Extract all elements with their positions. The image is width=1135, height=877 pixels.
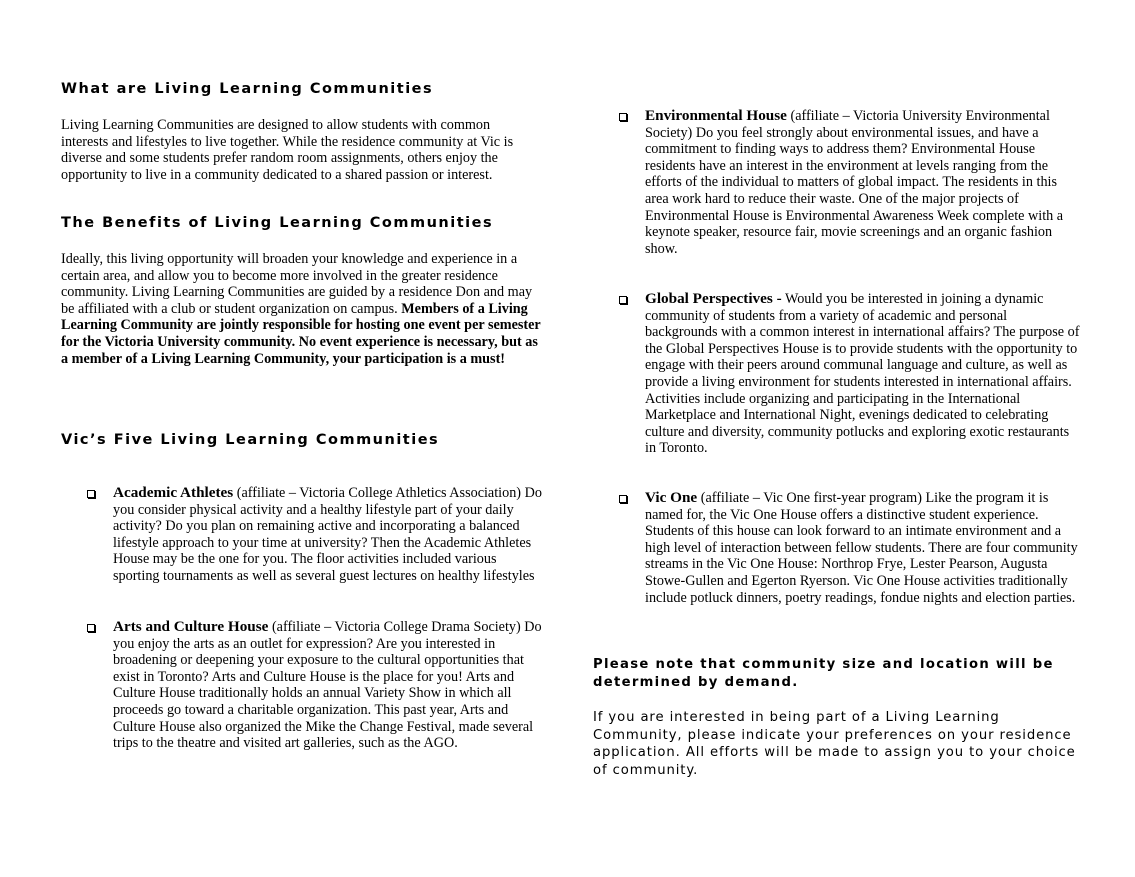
list-item-environmental bbox=[593, 108, 1083, 257]
community-name: Global Perspectives - bbox=[645, 290, 782, 307]
section-heading-five-communities: Vic’s Five Living Learning Communities bbox=[61, 432, 440, 448]
note-size-location: Please note that community size and location will be determined by demand. bbox=[593, 657, 1054, 690]
checkbox-bullet-icon bbox=[87, 624, 95, 632]
community-name: Environmental House bbox=[645, 107, 787, 124]
community-text bbox=[113, 619, 543, 752]
list-item-vic-one bbox=[593, 490, 1083, 606]
community-description: (affiliate – Victoria University Environmental Society) Do you feel strongly about environmental issues, and have a commitment to finding ways to address them? Environmental House residents have an interest in the environment at levels ranging from the efforts of the individual to matters of global impact. The residents in this area work hard to reduce their waste. One of the major projects of Environmental House is Environmental Awareness Week complete with a keynote speaker, resource fair, movie screenings and an organic fashion show. bbox=[645, 108, 1064, 257]
community-text bbox=[645, 291, 1080, 457]
intro-paragraph: Living Learning Communities are designed to allow students with common interests and lifestyles to live together. While the residence community at Vic is diverse and some students prefer random room assignments, others enjoy the opportunity to live in a community dedicated to a shared passion or interest. bbox=[61, 117, 514, 183]
community-description: Would you be interested in joining a dynamic community of students from a variety of academic and personal backgrounds with a common interest in international affairs? The purpose of the Global Perspectives House is to provide students with the opportunity to engage with their peers around communal language and culture, as well as provide a living environment for students interested in international affairs. Activities include organizing and participating in the International Marketplace and International Night, evenings dedicated to celebrating culture and diversity, community potlucks and exploring exotic restaurants in Toronto. bbox=[645, 291, 1080, 457]
checkbox-bullet-icon bbox=[87, 490, 95, 498]
benefits-text: Ideally, this living opportunity will broaden your knowledge and experience in a certain area, and allow you to become more involved in the greater residence community. Living Learning Communities are guided by a residence Don and may be affiliated with a club or student organization on campus. bbox=[61, 251, 533, 317]
list-item-arts-culture bbox=[61, 619, 543, 752]
benefits-paragraph bbox=[61, 251, 543, 367]
checkbox-bullet-icon bbox=[619, 296, 627, 304]
community-name: Vic One bbox=[645, 489, 698, 506]
community-description: (affiliate – Victoria College Athletics Association) Do you consider physical activity and a healthy lifestyle part of your daily activity? Do you plan on remaining active and incorporating a balanced lifestyle approach to your time at university? Then the Academic Athletes House may be the one for you. The floor activities included various sporting tournaments as well as several guest lectures on healthy lifestyles bbox=[113, 485, 542, 584]
section-heading-benefits: The Benefits of Living Learning Communities bbox=[61, 215, 494, 231]
list-item-academic-athletes bbox=[61, 485, 543, 585]
community-description: (affiliate – Vic One first-year program) Like the program it is named for, the Vic One House offers a distinctive student experience. Students of this house can look forward to an intimate environment and a high level of interaction between fellow students. There are four community streams in the Vic One House: Northrop Frye, Lester Pearson, Augusta Stowe-Gullen and Egerton Ryerson. Vic One House activities traditionally include potluck dinners, poetry readings, fondue nights and election parties. bbox=[645, 490, 1078, 606]
community-text bbox=[113, 485, 543, 585]
community-text bbox=[645, 490, 1080, 606]
checkbox-bullet-icon bbox=[619, 113, 627, 121]
benefits-bold-text: Members of a Living Learning Community are jointly responsible for hosting one event per semester for the Victoria University community. No event experience is necessary, but as a member of a Living Learning Community, your participation is a must! bbox=[61, 300, 541, 367]
checkbox-bullet-icon bbox=[619, 495, 627, 503]
community-description: (affiliate – Victoria College Drama Society) Do you enjoy the arts as an outlet for expression? Are you interested in broadening or deepening your exposure to the cultural opportunities that exist in Toronto? Arts and Culture House is the place for you! Arts and Culture House traditionally holds an annual Variety Show in which all proceeds go toward a charitable organization. This past year, Arts and Culture House also organized the Mike the Change Festival, made several trips to the theatre and visited art galleries, such as the AGO. bbox=[113, 619, 542, 752]
community-name: Academic Athletes bbox=[113, 484, 234, 501]
section-heading-what-are: What are Living Learning Communities bbox=[61, 81, 434, 97]
note-preferences: If you are interested in being part of a Living Learning Community, please indicate your preferences on your residence application. All efforts will be made to assign you to your choice of community. bbox=[593, 710, 1076, 778]
community-name: Arts and Culture House bbox=[113, 618, 269, 635]
list-item-global-perspectives bbox=[593, 291, 1083, 457]
community-text bbox=[645, 108, 1080, 257]
